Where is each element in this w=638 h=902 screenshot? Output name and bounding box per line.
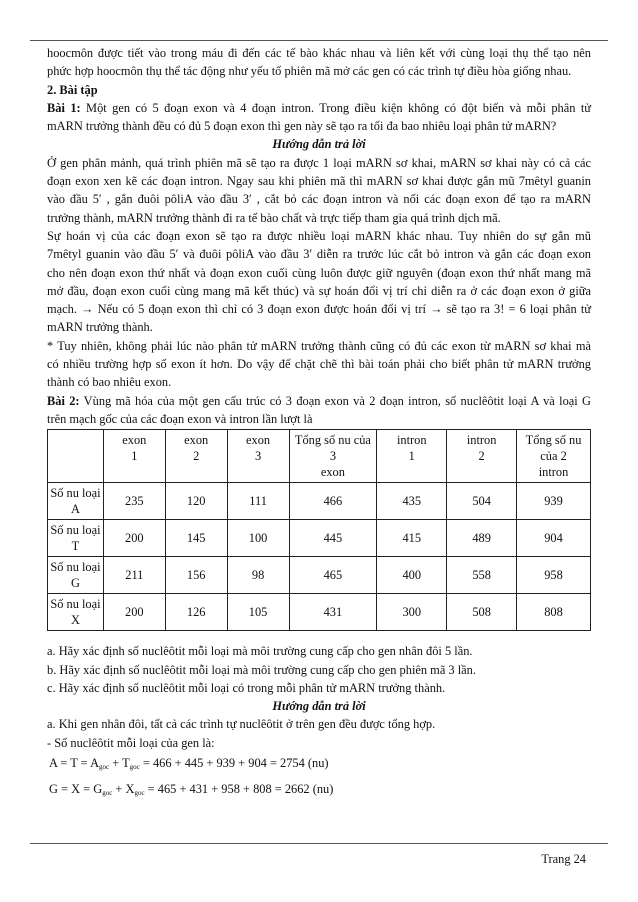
table-header-text: intron	[538, 465, 569, 480]
table-cell: 465	[289, 557, 377, 594]
answer-1-p2-line: mARN trưởng thành.	[47, 320, 153, 335]
table-header-text: 3	[254, 449, 262, 464]
answer-1-p2-line: 7mêtyl guanin vào đầu 5′ và đuôi pôliA vào đầu 3′ diễn ra trước lúc cắt bỏ intron và gắn các đoạn exon	[47, 247, 591, 262]
question-b: b. Hãy xác định số nuclêôtit mỗi loại mà môi trường cung cấp cho gen phiên mã 3 lần.	[47, 662, 476, 677]
answer-1-p1-line: vào đầu 5′ , gắn đuôi pôliA vào đầu 3′ , cắt bỏ các đoạn intron và nối các đoạn exon để tạo ra mARN	[47, 192, 591, 207]
table-cell: 508	[447, 594, 517, 631]
bai1-line-1	[47, 99, 591, 117]
table-cell: 445	[289, 520, 377, 557]
bai1-line-2: mARN trưởng thành đều có đủ 5 đoạn exon thì gen này sẽ tạo ra tối đa bao nhiêu loại phân tử mARN?	[47, 119, 557, 134]
table-header-cell	[165, 430, 227, 483]
table-header-text: 1	[408, 449, 415, 464]
table-row	[48, 520, 591, 557]
guide-heading-1: Hướng dẫn trả lời	[272, 137, 366, 152]
table-header-text: intron	[466, 433, 497, 448]
table-row	[48, 594, 591, 631]
intro-line-1: hoocmôn được tiết vào trong máu đi đến các tế bào khác nhau và liên kết với cùng loại thụ thể tạo nên	[47, 46, 591, 60]
answer-1-p3-line: có nhiều trường hợp số exon ít hơn. Do vậy để chặt chẽ thì bài toán phải cho biết phân tử mARN trưởng	[47, 357, 591, 372]
answer-1-p2-line: cho nên đoạn exon thứ nhất và đoạn exon cuối cùng luôn được giữ nguyên (đoạn exon thứ nhất mang mã	[47, 265, 591, 280]
table-row-label	[48, 520, 104, 557]
table-header-text: exon	[246, 433, 271, 448]
table-row-label	[48, 594, 104, 631]
table-header-text: 2	[478, 449, 485, 464]
table-cell: 145	[165, 520, 227, 557]
table-cell: 435	[377, 483, 447, 520]
table-row-label-text: A	[70, 502, 80, 517]
table-cell: 98	[227, 557, 289, 594]
table-header-cell	[377, 430, 447, 483]
table-cell: 126	[165, 594, 227, 631]
table-cell: 211	[103, 557, 165, 594]
header-rule	[30, 40, 608, 41]
table-cell: 235	[103, 483, 165, 520]
answer-2-line-1: a. Khi gen nhân đôi, tất cả các trình tự nuclêôtit ở trên gen đều được tổng hợp.	[47, 717, 436, 732]
table-header-text: Tổng số nu của 2	[525, 433, 582, 464]
section-heading: 2. Bài tập	[47, 82, 98, 97]
table-row-label-text: X	[70, 613, 80, 628]
page-number: Trang 24	[541, 852, 586, 866]
answer-1-p2-line: mạch. → Nếu có 5 đoạn exon thì chỉ có 3 đoạn exon được hoán đổi vị trí → sẽ tạo ra 3! = 6 loại phân tử	[47, 302, 591, 317]
answer-2-line-2: - Số nuclêôtit mỗi loại của gen là:	[47, 735, 215, 750]
formula-g-x-rhs: = 465 + 431 + 958 + 808 = 2662 (nu)	[144, 782, 334, 797]
table-header-text: intron	[396, 433, 427, 448]
formula-g-x-mid: + X	[112, 782, 135, 797]
table-cell: 904	[517, 520, 591, 557]
question-a: a. Hãy xác định số nuclêôtit mỗi loại mà môi trường cung cấp cho gen nhân đôi 5 lần.	[47, 644, 473, 659]
table-header-row	[48, 430, 591, 483]
table-cell: 100	[227, 520, 289, 557]
table-header-cell	[517, 430, 591, 483]
table-row-label-text: G	[70, 576, 80, 591]
table-header-cell	[103, 430, 165, 483]
table-row-label-text: T	[71, 539, 80, 554]
table-cell: 431	[289, 594, 377, 631]
bai2-label: Bài 2:	[47, 393, 80, 408]
table-header-text: exon	[320, 465, 345, 480]
table-header-text: 2	[193, 449, 200, 464]
table-cell: 415	[377, 520, 447, 557]
bai2-line-1	[47, 392, 591, 410]
table-header-cell	[48, 430, 104, 483]
table-row-label-text: Số nu loại	[50, 560, 101, 575]
table-row-label-text: Số nu loại	[50, 523, 101, 538]
table-row-label	[48, 557, 104, 594]
table-header-cell	[289, 430, 377, 483]
table-cell: 105	[227, 594, 289, 631]
table-row-label-text: Số nu loại	[50, 486, 101, 501]
table-cell: 808	[517, 594, 591, 631]
table-cell: 558	[447, 557, 517, 594]
table-cell: 489	[447, 520, 517, 557]
answer-1-p1-line: trưởng thành, mARN trưởng thành đi ra tế bào chất và trực tiếp tham gia quá trình dịch mã.	[47, 210, 501, 225]
answer-1-p1-line: Ở gen phân mảnh, quá trình phiên mã sẽ tạo ra được 1 loại mARN sơ khai, mARN sơ khai này có cả các	[47, 155, 591, 170]
table-cell: 111	[227, 483, 289, 520]
answer-1-p3-line: * Tuy nhiên, không phải lúc nào phân tử mARN trưởng thành cũng có đủ các exon từ mARN sơ khai mà	[47, 338, 591, 353]
table-cell: 466	[289, 483, 377, 520]
table-body	[48, 483, 591, 631]
answer-1-p1-line: đoạn exon xen kẽ các đoạn intron. Ngay sau khi phiên mã thì mARN sơ khai được gắn mũ 7mêtyl guanin	[47, 174, 591, 189]
table-cell: 400	[377, 557, 447, 594]
page-content	[47, 44, 591, 804]
formula-a-t	[47, 752, 591, 778]
bai1-label: Bài 1:	[47, 100, 81, 115]
formula-a-t-rhs: = 466 + 445 + 939 + 904 = 2754 (nu)	[139, 756, 329, 771]
formula-g-x-sub1: goc	[102, 789, 113, 798]
intro-line-2: phức hợp hoocmôn thụ thể tác động như yếu tố phiên mã mở các gen có các trình tự điều hòa giống nhau.	[47, 64, 572, 79]
table-cell: 200	[103, 594, 165, 631]
table-cell: 504	[447, 483, 517, 520]
table-row-label-text: Số nu loại	[50, 597, 101, 612]
table-row	[48, 483, 591, 520]
table-cell: 958	[517, 557, 591, 594]
formula-a-t-sub2: goc	[129, 763, 140, 772]
guide-heading-2: Hướng dẫn trả lời	[272, 699, 366, 714]
table-row-label	[48, 483, 104, 520]
table-cell: 156	[165, 557, 227, 594]
table-header-text: exon	[122, 433, 147, 448]
formula-a-t-sub1: goc	[99, 763, 110, 772]
bai2-text: Vùng mã hóa của một gen cấu trúc có 3 đoạn exon và 2 đoạn intron, số nuclêôtit loại A và loại G	[79, 393, 591, 408]
table-cell: 300	[377, 594, 447, 631]
table-header-text: exon	[184, 433, 209, 448]
answer-1	[47, 154, 591, 392]
nucleotide-table	[47, 429, 591, 631]
answer-1-p2-line: mở đầu, đoạn exon cuối cùng mang mã kết thúc) và sự hoán đổi vị trí chỉ diễn ra ở các đoạn exon ở giữa	[47, 283, 591, 298]
formula-g-x-lhs: G = X = G	[49, 782, 103, 797]
table-header-cell	[227, 430, 289, 483]
answer-1-p2-line: Sự hoán vị của các đoạn exon sẽ tạo ra được nhiều loại mARN khác nhau. Tuy nhiên do sự gắn mũ	[47, 228, 591, 243]
formula-a-t-lhs: A = T = A	[49, 756, 100, 771]
table-cell: 120	[165, 483, 227, 520]
table-header-cell	[447, 430, 517, 483]
table-cell: 939	[517, 483, 591, 520]
table-row	[48, 557, 591, 594]
bai1-text: Một gen có 5 đoạn exon và 4 đoạn intron. Trong điều kiện không có đột biến và mỗi phân tử	[80, 100, 591, 115]
formula-g-x	[47, 778, 591, 804]
answer-1-p3-line: thành có bao nhiêu exon.	[47, 375, 172, 390]
table-header-text: Tổng số nu của 3	[294, 433, 371, 464]
question-c: c. Hãy xác định số nuclêôtit mỗi loại có trong mỗi phân tử mARN trưởng thành.	[47, 680, 446, 695]
formula-g-x-sub2: goc	[134, 789, 145, 798]
table-header-text: 1	[131, 449, 138, 464]
footer-rule	[30, 843, 608, 844]
formula-a-t-mid: + T	[109, 756, 130, 771]
table-cell: 200	[103, 520, 165, 557]
bai2-line-2: trên mạch gốc của các đoạn exon và intron lần lượt là	[47, 411, 313, 426]
